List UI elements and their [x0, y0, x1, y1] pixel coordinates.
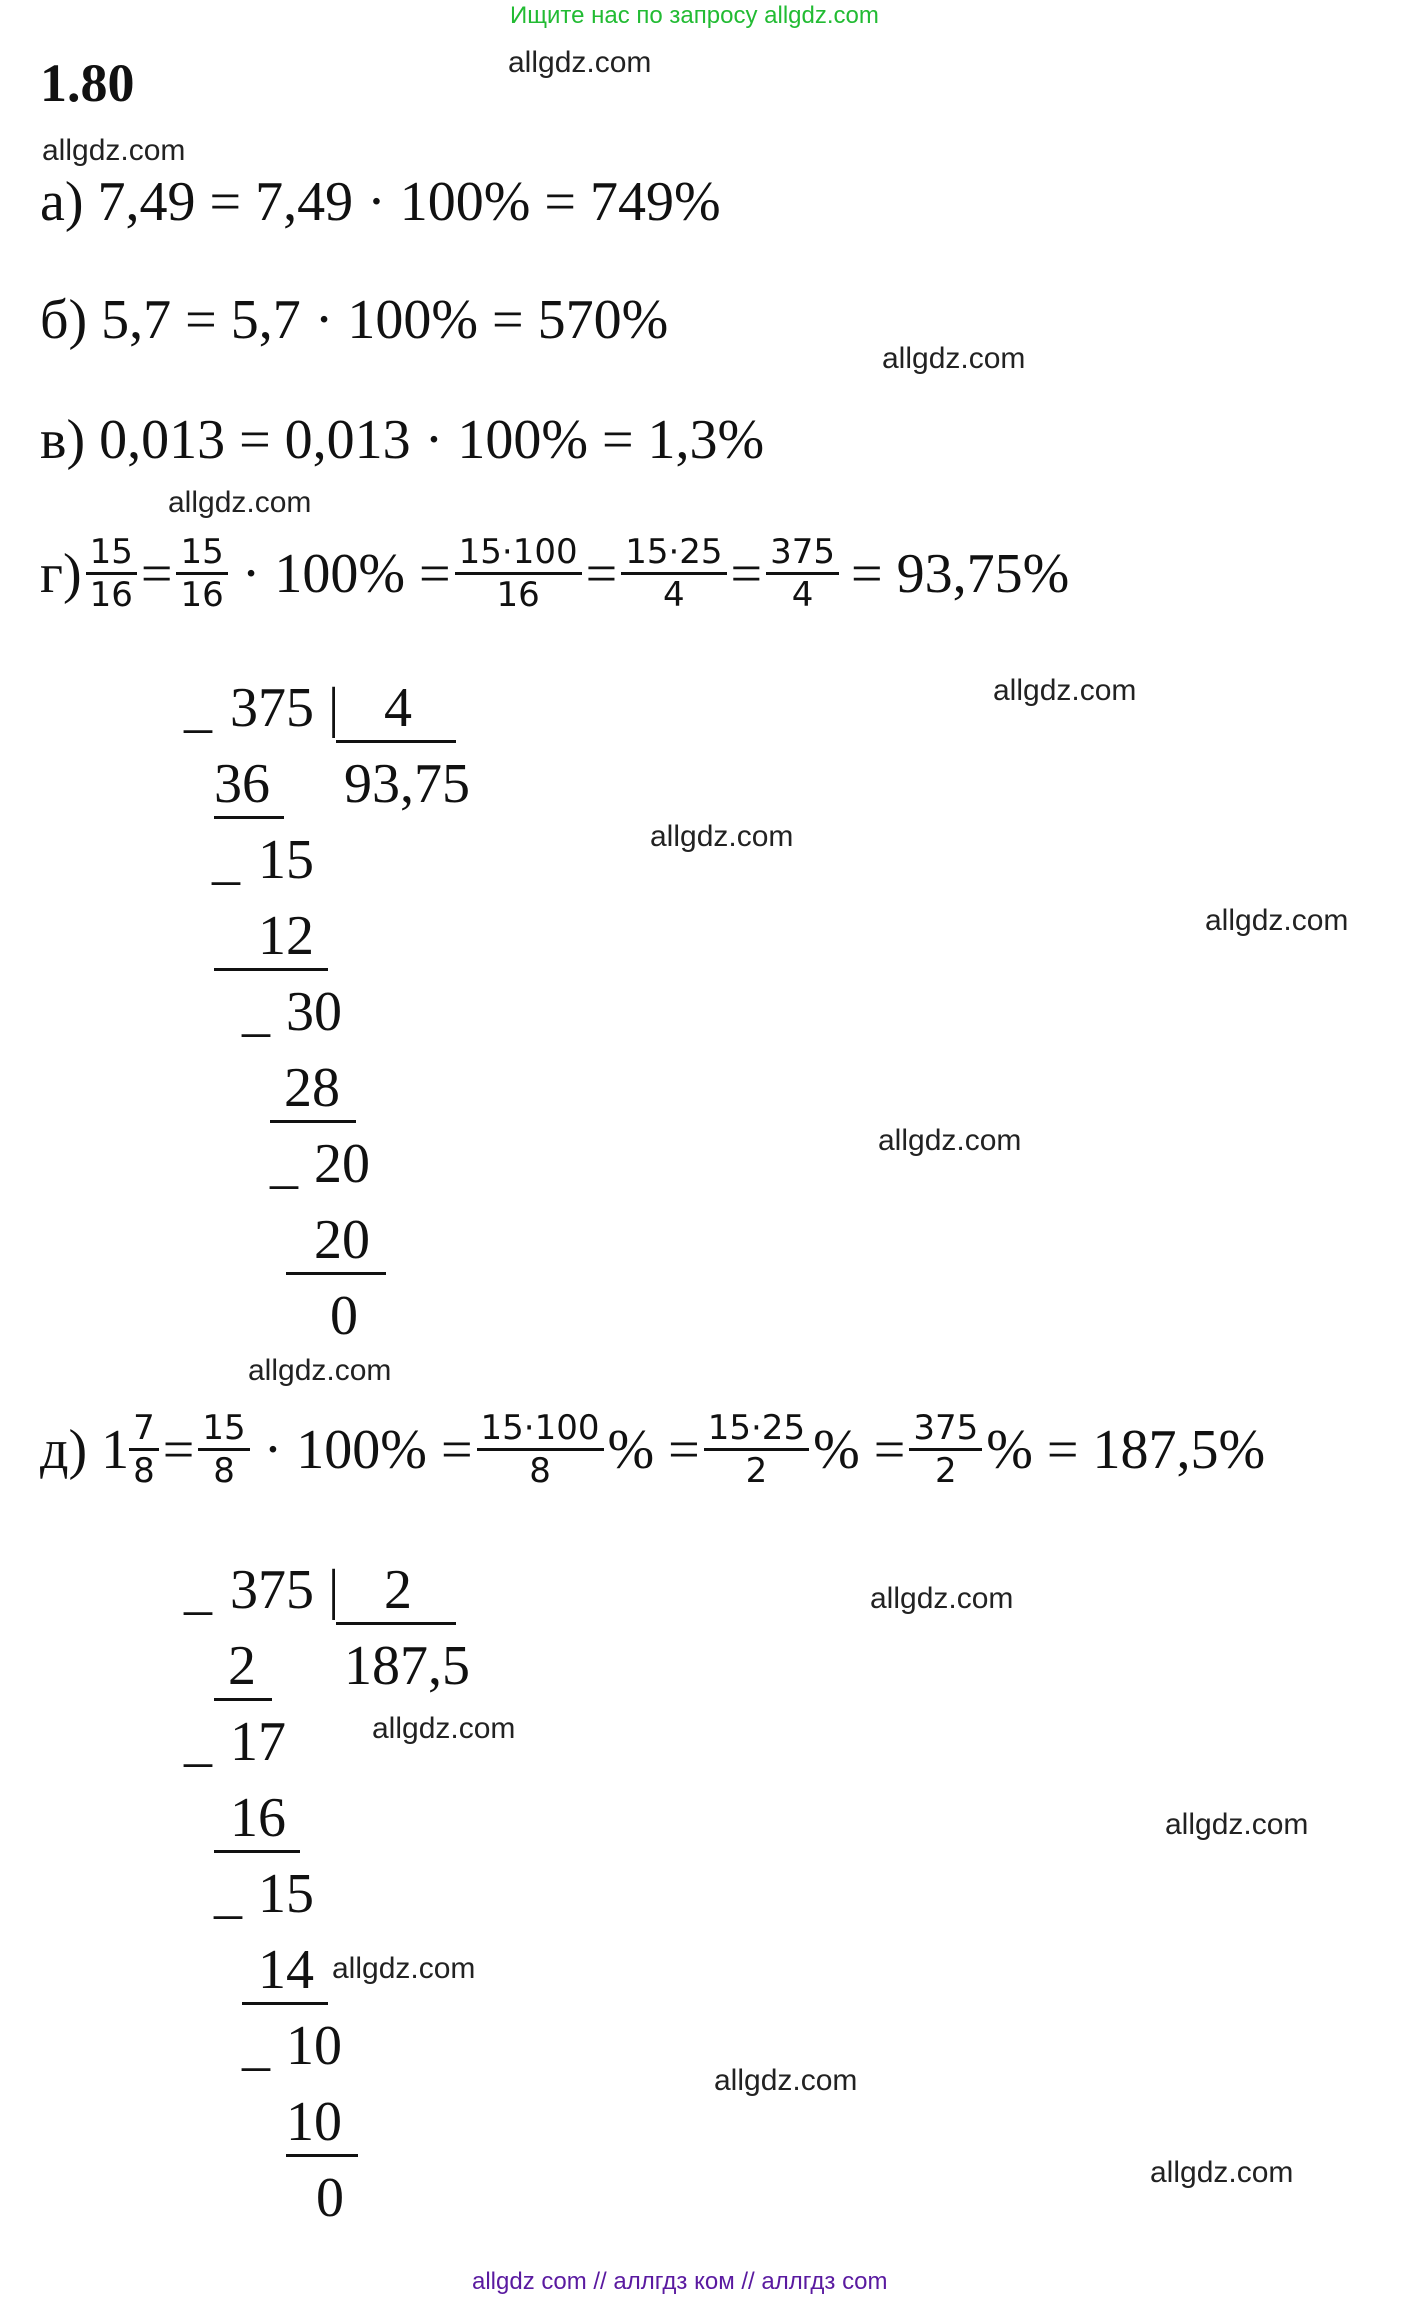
division-quotient: 187,5	[344, 1635, 470, 1697]
watermark: allgdz.com	[332, 1952, 476, 1985]
watermark: allgdz.com	[878, 1124, 1022, 1157]
division-step: 16	[214, 1786, 300, 1853]
watermark: allgdz.com	[1165, 1808, 1309, 1841]
line-d	[40, 1408, 1265, 1491]
line-a: а) 7,49 = 7,49 · 100% = 749%	[40, 171, 721, 233]
watermark: allgdz.com	[993, 674, 1137, 707]
footer-links[interactable]: allgdz com // аллгдз ком // аллгдз com	[472, 2268, 888, 2295]
watermark: allgdz.com	[1205, 904, 1349, 937]
watermark: allgdz.com	[1150, 2156, 1294, 2189]
division-step: 14	[242, 1938, 328, 2005]
watermark: allgdz.com	[650, 820, 794, 853]
division-step: 17	[230, 1711, 286, 1773]
percent-equals: % =	[607, 1418, 700, 1481]
division-step: 15	[258, 1863, 314, 1925]
equals-sign: =	[140, 542, 173, 605]
fraction: $\frac{15\cdot 100}{16}$	[455, 532, 582, 615]
multiply-text: · 100% =	[241, 542, 451, 605]
division-step: 15	[258, 829, 314, 891]
division-minus: _	[242, 2015, 270, 2077]
fraction: $\frac{375}{2}$	[909, 1408, 982, 1491]
line-d-label: д) 1	[40, 1418, 130, 1481]
division-divisor: 2	[336, 1558, 456, 1625]
equals-sign: =	[162, 1418, 195, 1481]
division-divisor: 4	[336, 676, 456, 743]
watermark: allgdz.com	[168, 486, 312, 519]
top-banner[interactable]: Ищите нас по запросу allgdz.com	[510, 2, 879, 29]
result-text: = 93,75%	[851, 542, 1070, 605]
watermark: allgdz.com	[372, 1712, 516, 1745]
division-minus: _	[242, 981, 270, 1043]
line-b: б) 5,7 = 5,7 · 100% = 570%	[40, 289, 669, 351]
watermark: allgdz.com	[882, 342, 1026, 375]
problem-number: 1.80	[40, 53, 135, 113]
fraction: $\frac{15\cdot 25}{4}$	[621, 532, 726, 615]
division-step: 10	[286, 2090, 358, 2157]
watermark: allgdz.com	[714, 2064, 858, 2097]
fraction: $\frac{15\cdot 25}{2}$	[704, 1408, 809, 1491]
division-dividend: 375	[230, 677, 314, 739]
watermark: allgdz.com	[508, 46, 652, 79]
equals-sign: =	[730, 542, 763, 605]
division-step: 20	[314, 1133, 370, 1195]
division-step: 36	[214, 752, 284, 819]
division-step: 20	[286, 1208, 386, 1275]
division-minus: _	[184, 1559, 212, 1621]
division-step: 30	[286, 981, 342, 1043]
fraction: $\frac{375}{4}$	[766, 532, 839, 615]
division-minus: _	[214, 1863, 242, 1925]
fraction: $\frac{15}{16}$	[86, 532, 137, 615]
division-quotient: 93,75	[344, 753, 470, 815]
division-step: 28	[270, 1056, 356, 1123]
division-remainder: 0	[330, 1285, 358, 1347]
line-g-label: г)	[40, 542, 82, 605]
watermark: allgdz.com	[248, 1354, 392, 1387]
line-v: в) 0,013 = 0,013 · 100% = 1,3%	[40, 409, 765, 471]
division-bar: |	[328, 1559, 340, 1621]
division-step: 12	[214, 904, 328, 971]
line-g	[40, 532, 1069, 615]
division-step: 10	[286, 2015, 342, 2077]
fraction: $\frac{15}{8}$	[198, 1408, 249, 1491]
multiply-text: · 100% =	[263, 1418, 473, 1481]
equals-sign: =	[585, 542, 618, 605]
fraction: $\frac{7}{8}$	[129, 1408, 159, 1491]
division-step: 2	[214, 1634, 272, 1701]
division-minus: _	[184, 1711, 212, 1773]
division-minus: _	[270, 1133, 298, 1195]
division-minus: _	[212, 829, 240, 891]
equals-sign: =	[873, 1418, 906, 1481]
division-bar: |	[328, 677, 340, 739]
watermark: allgdz.com	[42, 134, 186, 167]
percent-sign: %	[813, 1418, 860, 1481]
division-minus: _	[184, 677, 212, 739]
division-remainder: 0	[316, 2167, 344, 2229]
division-dividend: 375	[230, 1559, 314, 1621]
result-text: % = 187,5%	[986, 1418, 1266, 1481]
fraction: $\frac{15\cdot 100}{8}$	[477, 1408, 604, 1491]
watermark: allgdz.com	[870, 1582, 1014, 1615]
fraction: $\frac{15}{16}$	[176, 532, 227, 615]
